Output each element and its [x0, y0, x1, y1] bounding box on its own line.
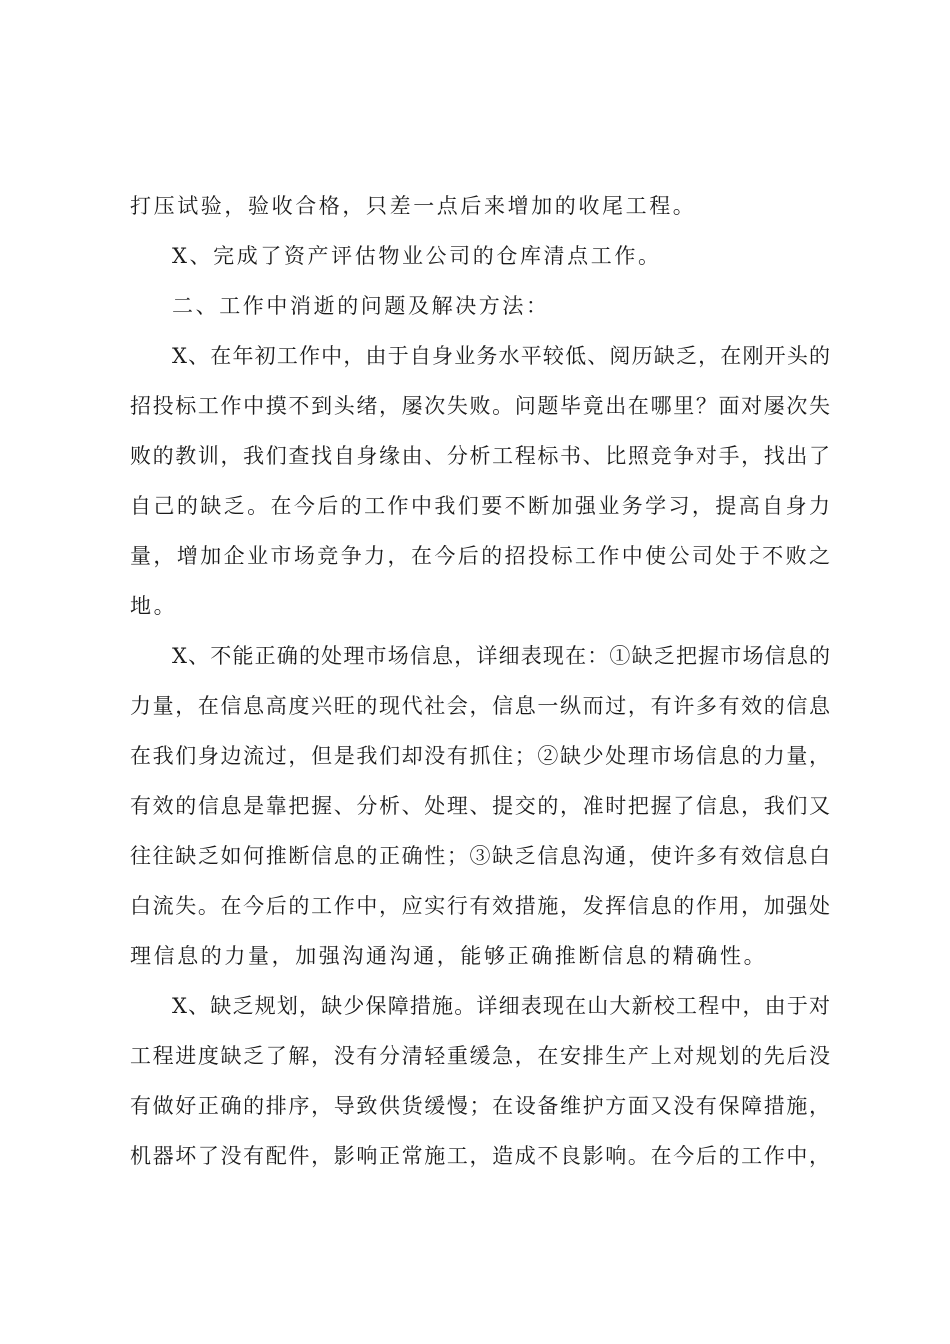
paragraph-line: 打压试验，验收合格，只差一点后来增加的收尾工程。 — [130, 194, 697, 218]
paragraph-line: X、完成了资产评估物业公司的仓库清点工作。 — [172, 244, 662, 268]
paragraph-line: 在我们身边流过，但是我们却没有抓住；②缺少处理市场信息的力量， — [130, 744, 830, 768]
paragraph-line: 工程进度缺乏了解，没有分清轻重缓急，在安排生产上对规划的先后没 — [130, 1044, 830, 1068]
paragraph-line: 败的教训，我们查找自身缘由、分析工程标书、比照竞争对手，找出了 — [130, 444, 830, 468]
paragraph-line: 地。 — [130, 594, 178, 618]
paragraph-line: X、缺乏规划，缺少保障措施。详细表现在山大新校工程中，由于对 — [172, 994, 830, 1018]
paragraph-line: 自己的缺乏。在今后的工作中我们要不断加强业务学习，提高自身力 — [130, 494, 830, 518]
paragraph-line: 有效的信息是靠把握、分析、处理、提交的，准时把握了信息，我们又 — [130, 794, 830, 818]
paragraph-line: 力量，在信息高度兴旺的现代社会，信息一纵而过，有许多有效的信息 — [130, 694, 830, 718]
paragraph-line: 白流失。在今后的工作中，应实行有效措施，发挥信息的作用，加强处 — [130, 894, 830, 918]
paragraph-line: 理信息的力量，加强沟通沟通，能够正确推断信息的精确性。 — [130, 944, 768, 968]
paragraph-line: X、在年初工作中，由于自身业务水平较低、阅历缺乏，在刚开头的 — [172, 344, 830, 368]
paragraph-line: 量，增加企业市场竞争力，在今后的招投标工作中使公司处于不败之 — [130, 544, 830, 568]
paragraph-line: 招投标工作中摸不到头绪，屡次失败。问题毕竟出在哪里？面对屡次失 — [130, 394, 830, 418]
paragraph-line: X、不能正确的处理市场信息，详细表现在：①缺乏把握市场信息的 — [172, 644, 830, 668]
paragraph-line: 往往缺乏如何推断信息的正确性；③缺乏信息沟通，使许多有效信息白 — [130, 844, 830, 868]
section-heading: 二、工作中消逝的问题及解决方法： — [172, 294, 550, 318]
paragraph-line: 机器坏了没有配件，影响正常施工，造成不良影响。在今后的工作中， — [130, 1144, 830, 1168]
paragraph-line: 有做好正确的排序，导致供货缓慢；在设备维护方面又没有保障措施， — [130, 1094, 830, 1118]
